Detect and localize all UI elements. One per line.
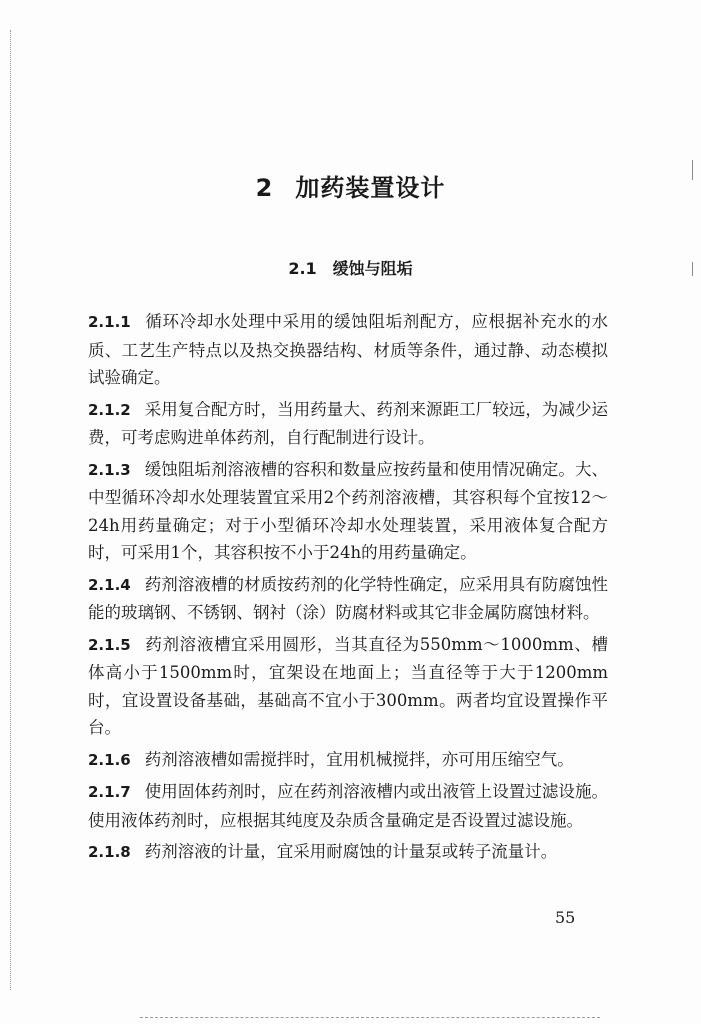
clause-text: 药剂溶液槽的材质按药剂的化学特性确定，应采用具有防腐蚀性能的玻璃钢、不锈钢、钢衬（涂）防腐材料或其它非金属防腐蚀材料。: [88, 574, 608, 622]
clause-2-1-4: [88, 571, 608, 627]
section-title-text: 缓蚀与阻垢: [332, 259, 413, 278]
clause-text: 药剂溶液的计量，宜采用耐腐蚀的计量泵或转子流量计。: [144, 842, 558, 861]
clause-text: 缓蚀阻垢剂溶液槽的容积和数量应按药量和使用情况确定。大、中型循环冷却水处理装置宜采用2个药剂溶液槽，其容积每个宜按12～24h用药量确定；对于小型循环冷却水处理装置，采用液体复合配方时，可采用1个，其容积按不小于24h的用药量确定。: [88, 459, 608, 562]
clause-number: 2.1.4: [88, 575, 131, 594]
clause-2-1-6: [88, 746, 608, 775]
clause-2-1-2: [88, 396, 608, 452]
clause-number: 2.1.8: [88, 843, 131, 861]
page-number: 55: [555, 908, 576, 927]
clause-number: 2.1.6: [88, 750, 131, 769]
clause-number: 2.1.1: [88, 313, 131, 331]
clause-text: 药剂溶液槽宜采用圆形，当其直径为550mm～1000mm、槽体高小于1500mm时，宜架设在地面上；当直径等于大于1200mm时，宜设置设备基础，基础高不宜小于300mm。两者均宜设置操作平台。: [88, 634, 608, 737]
chapter-number: 2: [255, 174, 274, 202]
clause-2-1-7: [88, 778, 608, 834]
clause-number: 2.1.3: [88, 460, 131, 479]
clause-text: 药剂溶液槽如需搅拌时，宜用机械搅拌，亦可用压缩空气。: [144, 749, 574, 769]
clause-text: 循环冷却水处理中采用的缓蚀阻垢剂配方，应根据补充水的水质、工艺生产特点以及热交换器结构、材质等条件，通过静、动态模拟试验确定。: [88, 312, 608, 387]
clause-number: 2.1.7: [88, 783, 131, 801]
clause-2-1-1: [88, 308, 608, 392]
clause-text: 使用固体药剂时，应在药剂溶液槽内或出液管上设置过滤设施。使用液体药剂时，应根据其纯度及杂质含量确定是否设置过滤设施。: [88, 782, 608, 830]
chapter-title-text: 加药装置设计: [295, 174, 446, 202]
clause-text: 采用复合配方时，当用药量大、药剂来源距工厂较远，为减少运费，可考虑购进单体药剂，自行配制进行设计。: [88, 399, 608, 447]
clause-number: 2.1.2: [88, 400, 131, 419]
clause-2-1-3: [88, 456, 608, 567]
section-number: 2.1: [288, 259, 317, 278]
clause-2-1-8: [88, 838, 608, 867]
section-title: [0, 256, 701, 279]
chapter-title: [0, 168, 701, 203]
clause-list: [88, 308, 608, 871]
clause-2-1-5: [88, 631, 608, 742]
clause-number: 2.1.5: [88, 635, 131, 654]
scan-edge-bottom: [140, 1017, 600, 1018]
